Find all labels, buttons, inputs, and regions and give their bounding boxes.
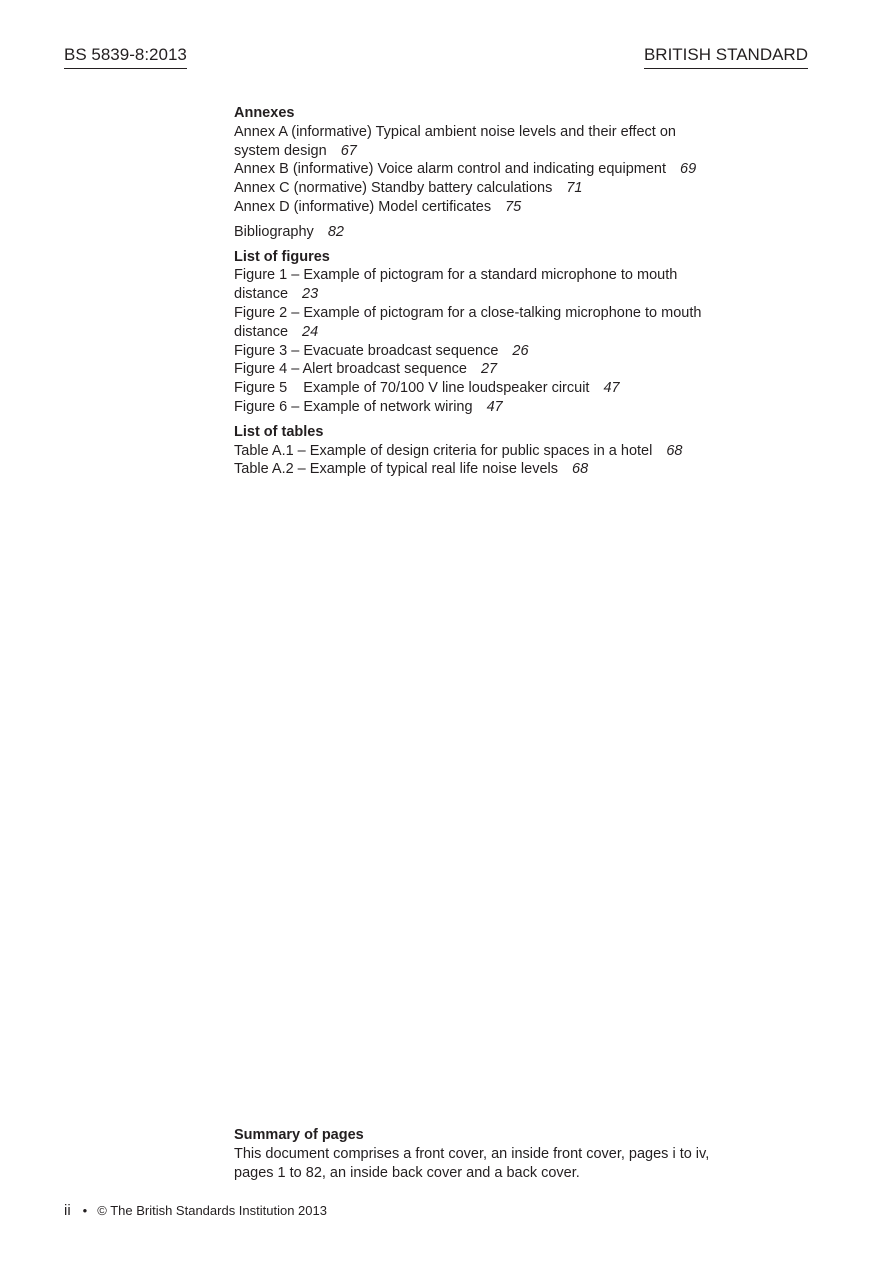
summary-heading: Summary of pages [234,1127,364,1143]
entry-text: Table A.2 – Example of typical real life noise levels [234,461,559,478]
entry-text: Figure 3 – Evacuate broadcast sequence [234,342,499,359]
toc-entry-bibliography[interactable] [234,223,774,242]
page-number: ii [64,1202,71,1219]
entry-page: 68 [666,442,683,459]
toc-entry-figure-2[interactable] [234,304,774,342]
entry-text: system design [234,142,327,159]
entry-page: 23 [302,286,319,303]
entry-page: 82 [327,223,344,240]
entry-text: Figure 6 – Example of network wiring [234,398,473,415]
page-footer [64,1202,327,1220]
entry-page: 47 [603,380,620,397]
toc-entry-table-a2[interactable] [234,460,774,479]
entry-page: 24 [302,323,319,340]
entry-page: 26 [512,342,529,359]
entry-text: Bibliography [234,223,314,240]
figures-heading: List of figures [234,248,330,265]
bullet-separator: • [82,1203,88,1218]
entry-text: Annex D (informative) Model certificates [234,198,492,215]
entry-text: Figure 1 – Example of pictogram for a standard microphone to mouth [234,267,678,284]
toc-entry-figure-5[interactable] [234,379,774,398]
entry-page: 47 [486,398,503,415]
summary-of-pages [234,1126,774,1182]
entry-text: Annex C (normative) Standby battery calculations [234,180,553,197]
toc-entry-figure-1[interactable] [234,266,774,304]
toc-entry-annex-a[interactable] [234,123,774,161]
entry-text: Figure 4 – Alert broadcast sequence [234,361,467,378]
entry-page: 27 [480,361,498,378]
entry-page: 69 [680,161,697,178]
entry-text: distance [234,323,289,340]
toc-entry-figure-4[interactable] [234,360,774,379]
entry-text: Figure 5 Example of 70/100 V line loudspeaker circuit [234,380,590,397]
entry-page: 67 [340,142,357,159]
copyright-notice: © The British Standards Institution 2013 [97,1203,327,1218]
tables-heading: List of tables [234,423,324,440]
entry-text: Figure 2 – Example of pictogram for a close-talking microphone to mouth [234,304,702,321]
toc-entry-table-a1[interactable] [234,442,774,461]
series-title: BRITISH STANDARD [644,44,808,69]
entry-text: Annex A (informative) Typical ambient noise levels and their effect on [234,123,676,140]
entry-page: 71 [566,180,583,197]
entry-text: distance [234,286,289,303]
toc-entry-figure-3[interactable] [234,342,774,361]
toc-entry-figure-6[interactable] [234,398,774,417]
entry-text: Table A.1 – Example of design criteria for public spaces in a hotel [234,442,653,459]
toc-entry-annex-b[interactable] [234,160,774,179]
document-code: BS 5839-8:2013 [64,44,187,69]
table-of-contents [234,104,774,479]
annexes-heading: Annexes [234,105,295,121]
summary-text-line: This document comprises a front cover, an inside front cover, pages i to iv, [234,1145,710,1162]
toc-entry-annex-d[interactable] [234,198,774,217]
toc-entry-annex-c[interactable] [234,179,774,198]
summary-text-line: pages 1 to 82, an inside back cover and a back cover. [234,1164,580,1181]
entry-page: 68 [572,461,589,478]
entry-page: 75 [505,198,522,215]
entry-text: Annex B (informative) Voice alarm control and indicating equipment [234,161,667,178]
